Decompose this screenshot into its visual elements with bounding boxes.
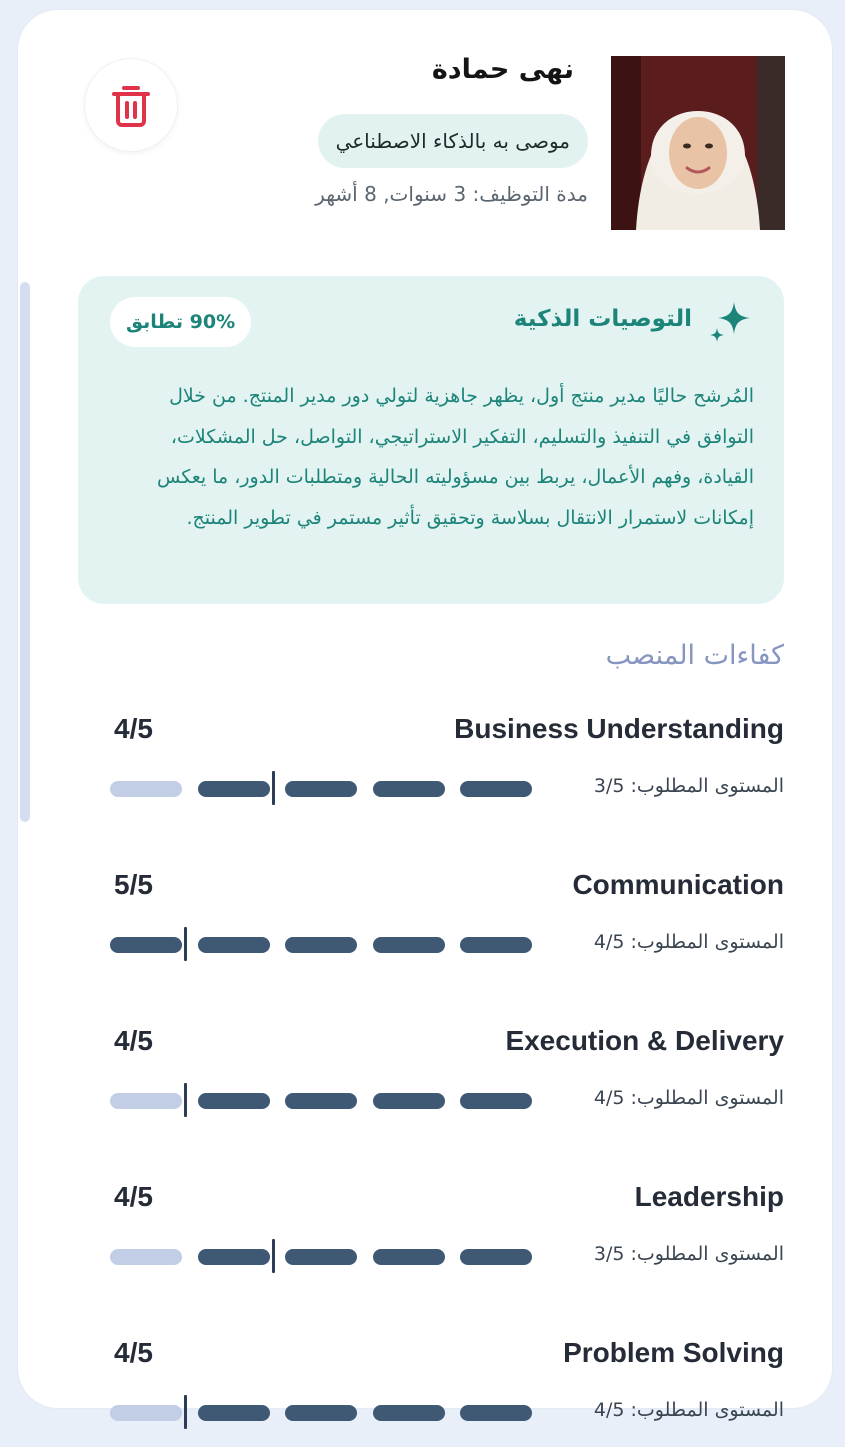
ai-recommended-badge: موصى به بالذكاء الاصطناعي (318, 114, 588, 168)
level-segment (285, 1405, 357, 1421)
level-segment (285, 781, 357, 797)
competency-name: Execution & Delivery (505, 1025, 784, 1056)
match-badge: 90% تطابق (110, 297, 251, 347)
avatar (611, 56, 785, 230)
level-segment (110, 1093, 182, 1109)
level-segment (373, 1093, 445, 1109)
competency-row (18, 713, 832, 823)
level-segment (198, 937, 270, 953)
required-level-marker (184, 927, 187, 961)
level-segment (110, 1249, 182, 1265)
required-level-marker (272, 771, 275, 805)
tenure-text: مدة التوظيف: 3 سنوات, 8 أشهر (315, 182, 588, 206)
delete-button[interactable] (84, 58, 178, 152)
level-segment (198, 1405, 270, 1421)
competency-name: Leadership (634, 1181, 784, 1212)
recommendations-title: التوصيات الذكية (513, 306, 692, 332)
required-level: المستوى المطلوب: 3/5 (593, 775, 784, 797)
level-segment (373, 781, 445, 797)
competency-score: 5/5 (114, 869, 153, 900)
competency-name: Problem Solving (563, 1337, 784, 1368)
competency-score: 4/5 (114, 1025, 153, 1056)
level-segment (373, 1405, 445, 1421)
level-segment (460, 1093, 532, 1109)
competency-name: Business Understanding (454, 713, 784, 744)
competency-score: 4/5 (114, 1337, 153, 1368)
level-segment (373, 937, 445, 953)
competency-score: 4/5 (114, 1181, 153, 1212)
competency-score: 4/5 (114, 713, 153, 744)
competency-name: Communication (572, 869, 784, 900)
competency-row (18, 1181, 832, 1291)
required-level-marker (272, 1239, 275, 1273)
level-segment (285, 937, 357, 953)
required-level: المستوى المطلوب: 4/5 (593, 1399, 784, 1421)
required-level-marker (184, 1083, 187, 1117)
competencies-title: كفاءات المنصب (605, 640, 784, 671)
smart-recommendations-panel (78, 276, 784, 604)
required-level: المستوى المطلوب: 4/5 (593, 931, 784, 953)
level-segment (110, 781, 182, 797)
required-level-marker (184, 1395, 187, 1429)
competency-row (18, 1025, 832, 1135)
level-segment (198, 1249, 270, 1265)
sparkle-icon (706, 298, 754, 346)
level-segment (198, 781, 270, 797)
level-segment (110, 937, 182, 953)
level-segment (460, 1405, 532, 1421)
level-segment (373, 1249, 445, 1265)
recommendations-text: المُرشح حاليًا مدير منتج أول، يظهر جاهزية لتولي دور مدير المنتج. من خلال التوافق في التنفيذ والتسليم، التفكير الاستراتيجي، التواصل، حل المشكلات، القيادة، وفهم الأعمال، يربط بين مسؤوليته الحالية ومتطلبات الدور، ما يعكس إمكانات لاستمرار الانتقال بسلاسة وتحقيق تأثير مستمر في تطوير المنتج. (157, 385, 754, 529)
competency-row (18, 1337, 832, 1447)
level-segment (460, 937, 532, 953)
candidate-card (18, 10, 832, 1421)
level-segment (460, 1249, 532, 1265)
competency-row (18, 869, 832, 979)
level-segment (460, 781, 532, 797)
level-segment (285, 1249, 357, 1265)
trash-icon (111, 82, 151, 128)
candidate-name: نهى حمادة (431, 54, 574, 85)
required-level: المستوى المطلوب: 3/5 (593, 1243, 784, 1265)
required-level: المستوى المطلوب: 4/5 (593, 1087, 784, 1109)
level-segment (110, 1405, 182, 1421)
level-segment (285, 1093, 357, 1109)
level-segment (198, 1093, 270, 1109)
